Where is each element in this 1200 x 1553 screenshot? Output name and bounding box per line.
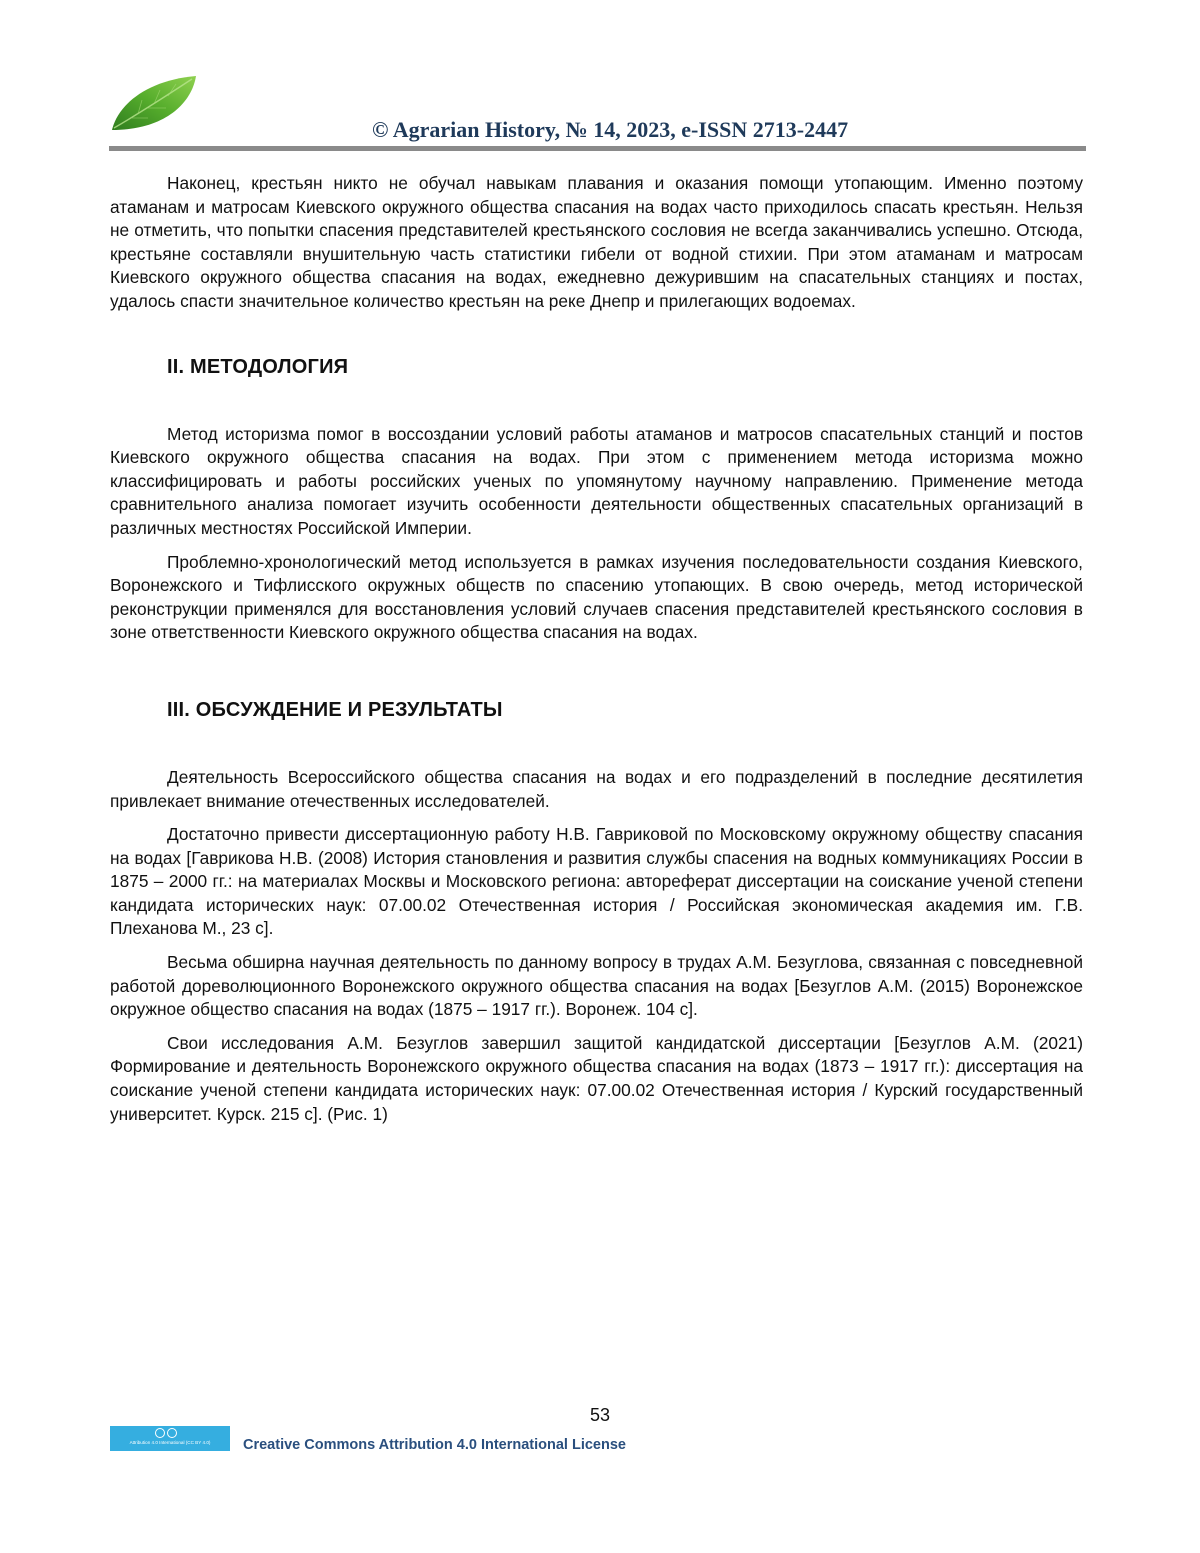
license-link[interactable]: Creative Commons Attribution 4.0 International License (243, 1437, 626, 1453)
results-paragraph: Весьма обширна научная деятельность по данному вопросу в трудах А.М. Безуглова, связанная с повседневной работой дореволюционного Воронежского окружного общества спасания на водах [Безуглов А.М. (2015) Воронежское окружное общество спасания на водах (1875 – 1917 гг.). Воронеж. 104 с]. (110, 952, 1083, 1020)
leaf-logo-icon (108, 74, 200, 134)
cc-badge-label: Attribution 4.0 International (CC BY 4.0) (129, 1440, 211, 1445)
journal-header-title: © Agrarian History, № 14, 2023, e-ISSN 2713-2447 (372, 117, 849, 142)
header-divider (109, 146, 1086, 151)
creative-commons-icon (155, 1428, 177, 1438)
results-heading: III. ОБСУЖДЕНИЕ И РЕЗУЛЬТАТЫ (167, 698, 503, 721)
methodology-paragraph: Метод историзма помог в воссоздании условий работы атаманов и матросов спасательных станций и постов Киевского окружного общества спасания на водах. При этом с применением метода историзма можно классифицировать и работы российских ученых по упомянутому научному направлению. Применение метода сравнительного анализа помогает изучить особенности деятельности общественных спасательных организаций в различных местностях Российской Империи. (110, 423, 1083, 538)
article-body (110, 172, 1083, 1136)
page-number: 53 (589, 1405, 611, 1425)
intro-paragraph: Наконец, крестьян никто не обучал навыкам плавания и оказания помощи утопающим. Именно поэтому атаманам и матросам Киевского окружного общества спасания на водах часто приходилось спасать крестьян. Нельзя не отметить, что попытки спасения представителей крестьянского сословия не всегда заканчивались успешно. Отсюда, крестьяне составляли внушительную часть статистики гибели от водной стихии. При этом атаманам и матросам Киевского окружного общества спасания на водах, ежедневно дежурившим на спасательных станциях и постах, удалось спасти значительное количество крестьян на реке Днепр и прилегающих водоемах. (110, 173, 1083, 311)
cc-license-badge[interactable] (110, 1426, 230, 1451)
methodology-heading: II. МЕТОДОЛОГИЯ (167, 355, 349, 378)
results-paragraph: Свои исследования А.М. Безуглов завершил защитой кандидатской диссертации [Безуглов А.М. (2021) Формирование и деятельность Воронежского окружного общества спасания на водах (1873 – 1917 гг.): диссертация на соискание ученой степени кандидата исторических наук: 07.00.02 Отечественная история / Курский государственный университет. Курск. 215 с]. (Рис. 1) (110, 1032, 1083, 1124)
results-paragraph: Достаточно привести диссертационную работу Н.В. Гавриковой по Московскому окружному обществу спасания на водах [Гаврикова Н.В. (2008) История становления и развития службы спасения на водных коммуникациях России в 1875 – 2000 гг.: на материалах Москвы и Московского региона: автореферат диссертации на соискание ученой степени кандидата исторических наук: 07.00.02 Отечественная история / Российская экономическая академия им. Г.В. Плеханова М., 23 с]. (110, 824, 1083, 939)
methodology-paragraph: Проблемно-хронологический метод используется в рамках изучения последовательности создания Киевского, Воронежского и Тифлисского окружных обществ по спасению утопающих. В свою очередь, метод исторической реконструкции применялся для восстановления условий случаев спасения представителей крестьянского сословия в зоне ответственности Киевского окружного общества спасания на водах. (110, 551, 1083, 643)
results-paragraph: Деятельность Всероссийского общества спасания на водах и его подразделений в последние десятилетия привлекает внимание отечественных исследователей. (110, 766, 1083, 811)
